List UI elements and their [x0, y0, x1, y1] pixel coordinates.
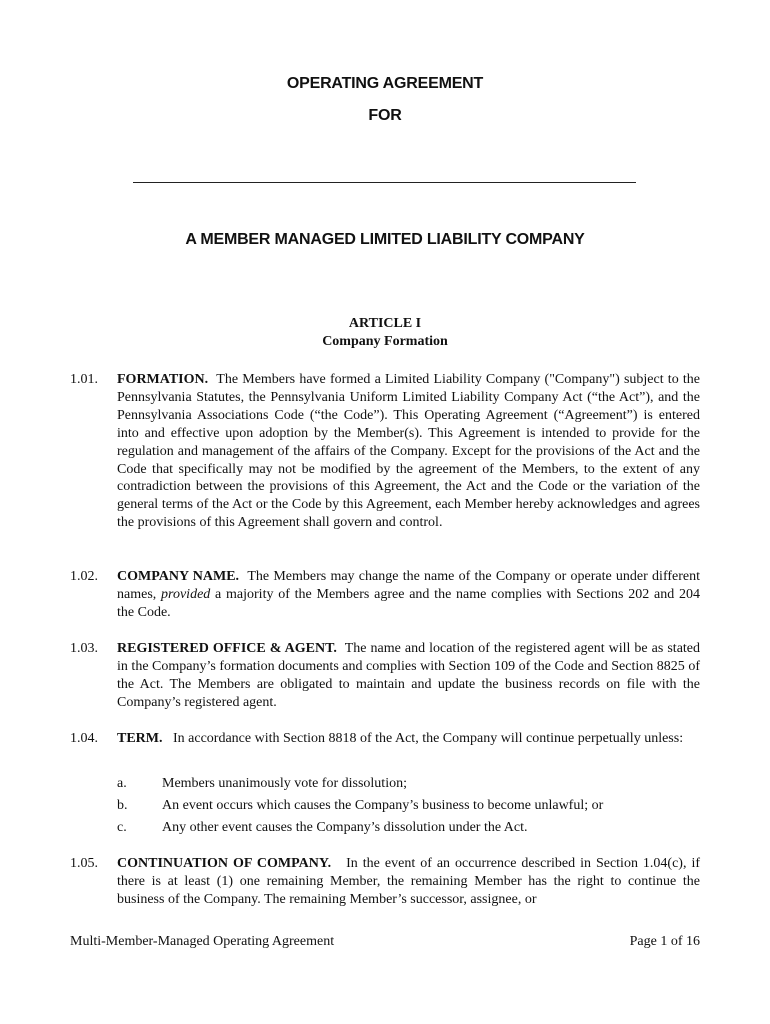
- section-text: The Members may change the name of the Company or operate under different names,: [117, 569, 700, 602]
- company-name-blank-line: [133, 182, 636, 183]
- section-1-02: [70, 568, 700, 622]
- list-marker: a.: [117, 776, 127, 791]
- section-heading: TERM.: [117, 731, 163, 746]
- section-text: In the event of an occurrence described in Section 1.04(c), if there is at least (1) one remaining Member, the remaining Member has the right to continue the business of the Company. The remaining Member’s successor, assignee, or: [117, 856, 701, 907]
- term-conditions-list: [117, 775, 677, 841]
- section-text: In accordance with Section 8818 of the Act, the Company will continue perpetually unless:: [173, 731, 684, 746]
- list-text: Any other event causes the Company’s dissolution under the Act.: [162, 820, 528, 835]
- section-heading: REGISTERED OFFICE & AGENT.: [117, 641, 337, 656]
- section-text-continued: a majority of the Members agree and the name complies with Sections 202 and 204 the Code.: [117, 586, 701, 620]
- article-number: ARTICLE I: [348, 316, 422, 331]
- list-text: Members unanimously vote for dissolution;: [162, 776, 407, 791]
- footer-page-number: Page 1 of 16: [629, 934, 700, 949]
- list-marker: b.: [117, 798, 128, 813]
- list-item: [117, 819, 677, 841]
- section-number: 1.05.: [70, 856, 98, 871]
- section-heading: CONTINUATION OF COMPANY.: [117, 856, 332, 871]
- footer-document-name: Multi-Member-Managed Operating Agreement: [70, 934, 335, 949]
- article-title: Company Formation: [322, 334, 448, 349]
- list-marker: c.: [117, 820, 127, 835]
- section-text: The name and location of the registered agent will be as stated in the Company’s formation documents and complies with Section 109 of the Code and Section 8825 of the Act. The Members are obligated to maintain and update the business records on file with the Company’s registered agent.: [117, 641, 701, 710]
- list-item: [117, 797, 677, 819]
- section-number: 1.01.: [70, 372, 98, 387]
- section-number: 1.03.: [70, 641, 98, 656]
- section-1-03: [70, 640, 700, 712]
- document-title: OPERATING AGREEMENT: [286, 75, 484, 92]
- section-1-01: [70, 371, 700, 532]
- section-number: 1.02.: [70, 569, 98, 584]
- section-number: 1.04.: [70, 731, 98, 746]
- list-text: An event occurs which causes the Company’s business to become unlawful; or: [162, 798, 604, 813]
- company-type-heading: A MEMBER MANAGED LIMITED LIABILITY COMPANY: [185, 231, 585, 248]
- section-text: The Members have formed a Limited Liability Company ("Company") subject to the Pennsylvania Statutes, the Pennsylvania Uniform Limited Liability Company Act (“the Act”), and the Pennsylvania Associations Code (“the Code”). This Operating Agreement (“Agreement”) is entered into and effective upon adoption by the Member(s). This Agreement is intended to provide for the regulation and management of the affairs of the Company. Except for the provisions of the Act and the Code that specifically may not be modified by the agreement of the Members, to the extent of any contradiction between the provisions of this Agreement, the Act and the Code or the variation of the general terms of the Act or the Code by this Agreement, each Member hereby acknowledges and agrees the provisions of this Agreement shall govern and control.: [117, 372, 700, 531]
- section-1-04: [70, 730, 700, 748]
- section-text-emphasis: provided: [161, 586, 211, 602]
- section-1-05: [70, 855, 700, 909]
- list-item: [117, 775, 677, 797]
- document-for-label: FOR: [368, 107, 402, 124]
- section-heading: FORMATION.: [117, 372, 209, 387]
- section-heading: COMPANY NAME.: [117, 569, 240, 584]
